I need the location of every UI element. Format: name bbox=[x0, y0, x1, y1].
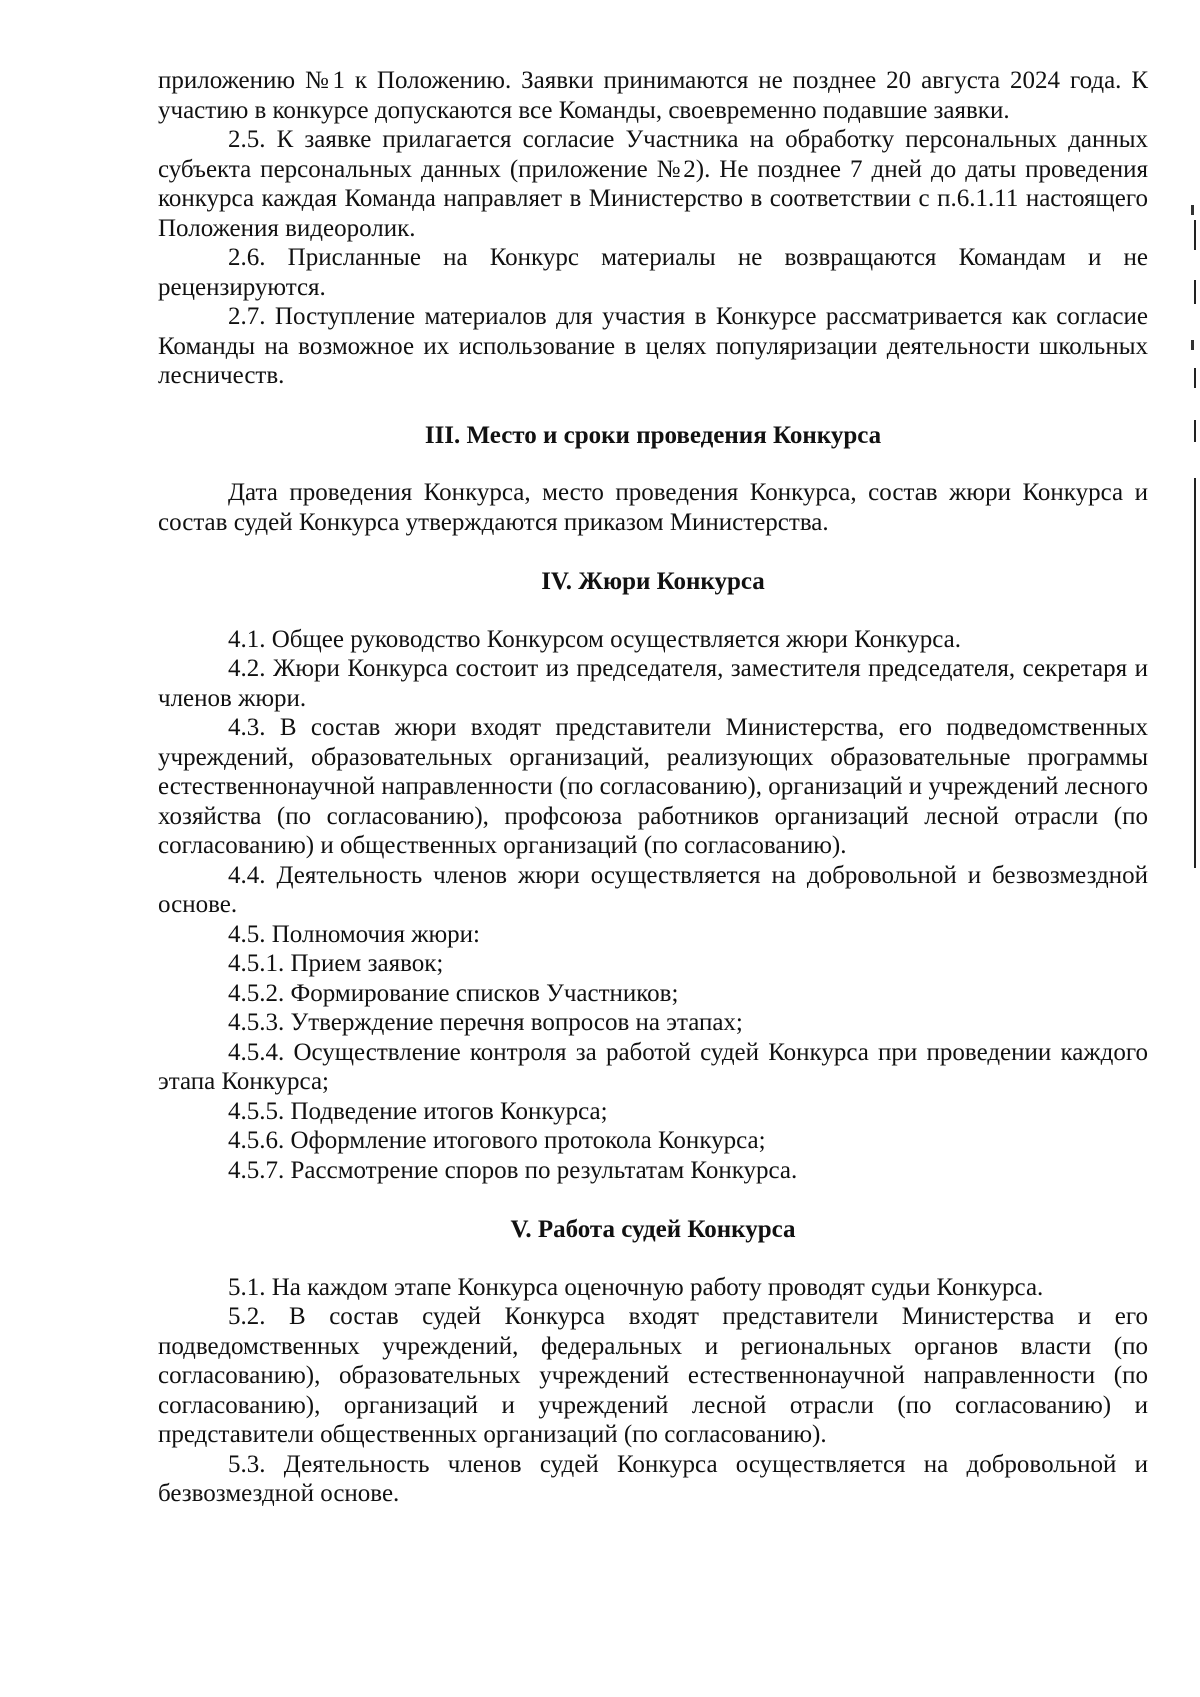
paragraph-4-5-4: 4.5.4. Осуществление контроля за работой судей Конкурса при проведении каждого этапа Конкурса; bbox=[158, 1038, 1148, 1095]
paragraph-4-5-7: 4.5.7. Рассмотрение споров по результатам Конкурса. bbox=[228, 1156, 798, 1184]
paragraph-4-3: 4.3. В состав жюри входят представители Министерства, его подведомственных учреждений, образовательных организаций, реализующих образовательные программы естественнонаучной направленности (по согласованию), организаций и учреждений лесного хозяйства (по согласованию), профсоюза работников организаций лесной отрасли (по согласованию) и общественных организаций (по согласованию). bbox=[158, 714, 1148, 859]
section-heading-3: III. Место и сроки проведения Конкурса bbox=[424, 421, 882, 449]
paragraph-continuation: приложению №1 к Положению. Заявки принимаются не позднее 20 августа 2024 года. К участию в конкурсе допускаются все Команды, своевременно подавшие заявки. bbox=[158, 67, 1148, 124]
paragraph-2-5: 2.5. К заявке прилагается согласие Участника на обработку персональных данных субъекта персональных данных (приложение №2). Не позднее 7 дней до даты проведения конкурса каждая Команда направляет в Министерство в соответствии с п.6.1.11 настоящего Положения видеоролик. bbox=[158, 126, 1148, 242]
scan-artifact bbox=[1194, 478, 1196, 868]
scan-artifact bbox=[1194, 368, 1196, 388]
paragraph-4-2: 4.2. Жюри Конкурса состоит из председателя, заместителя председателя, секретаря и членов жюри. bbox=[158, 655, 1148, 712]
scan-artifact bbox=[1194, 420, 1196, 442]
paragraph-4-5-6: 4.5.6. Оформление итогового протокола Конкурса; bbox=[228, 1127, 766, 1154]
section-heading-4: IV. Жюри Конкурса bbox=[541, 568, 765, 595]
section-heading-5: V. Работа судей Конкурса bbox=[510, 1216, 796, 1243]
paragraph-4-5: 4.5. Полномочия жюри: bbox=[228, 920, 481, 948]
paragraph-2-7: 2.7. Поступление материалов для участия в Конкурсе рассматривается как согласие Команды на возможное их использование в целях популяризации деятельности школьных лесничеств. bbox=[158, 303, 1148, 389]
scan-artifact bbox=[1194, 220, 1196, 250]
paragraph-4-1: 4.1. Общее руководство Конкурсом осуществляется жюри Конкурса. bbox=[228, 625, 962, 653]
document-page bbox=[158, 66, 1148, 1509]
paragraph-5-3: 5.3. Деятельность членов судей Конкурса осуществляется на добровольной и безвозмездной основе. bbox=[158, 1450, 1148, 1507]
paragraph-4-4: 4.4. Деятельность членов жюри осуществляется на добровольной и безвозмездной основе. bbox=[158, 861, 1148, 918]
paragraph-3-1: Дата проведения Конкурса, место проведения Конкурса, состав жюри Конкурса и состав судей Конкурса утверждаются приказом Министерства. bbox=[158, 479, 1148, 536]
paragraph-4-5-3: 4.5.3. Утверждение перечня вопросов на этапах; bbox=[228, 1009, 743, 1036]
paragraph-4-5-2: 4.5.2. Формирование списков Участников; bbox=[228, 979, 679, 1007]
paragraph-4-5-1: 4.5.1. Прием заявок; bbox=[228, 950, 444, 977]
paragraph-5-2: 5.2. В состав судей Конкурса входят представители Министерства и его подведомственных учреждений, федеральных и региональных органов власти (по согласованию), образовательных учреждений естественнонаучной направленности (по согласованию), организаций и учреждений лесной отрасли (по согласованию) и представители общественных организаций (по согласованию). bbox=[158, 1303, 1148, 1448]
scan-artifact bbox=[1191, 205, 1194, 215]
paragraph-4-5-5: 4.5.5. Подведение итогов Конкурса; bbox=[228, 1097, 608, 1125]
scan-artifact bbox=[1191, 340, 1194, 350]
paragraph-2-6: 2.6. Присланные на Конкурс материалы не возвращаются Командам и не рецензируются. bbox=[158, 244, 1148, 301]
scan-artifact bbox=[1194, 280, 1196, 304]
paragraph-5-1: 5.1. На каждом этапе Конкурса оценочную работу проводят судьи Конкурса. bbox=[228, 1273, 1044, 1301]
